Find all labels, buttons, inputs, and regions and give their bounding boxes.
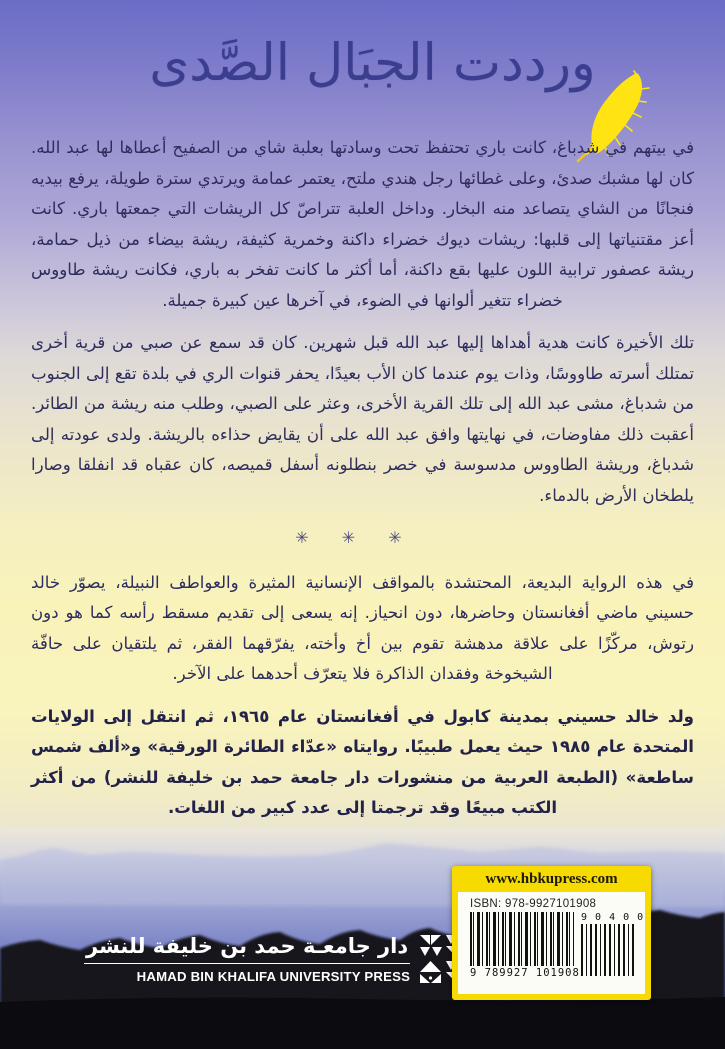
synopsis-paragraph-2: تلك الأخيرة كانت هدية أهداها إليها عبد الله قبل شهرين. كان قد سمع عن صبي من قرية أخرى تمتلك أسرته طاووسًا، وذات يوم عندما كان الأب بعيدًا، يحفر قنوات الري في بلدة تقع إلى الجنوب من شدباغ، مشى عبد الله إلى تلك القرية الأخرى، وعثر على الصبي، وطلب منه ريشة من الطائر. أعقبت ذلك مفاوضات، في نهايتها وافق عبد الله على أن يقايض حذاءه بالريشة. ولدى عودته إلى شدباغ، وريشة الطاووس مدسوسة في خصر بنطلونه أسفل قميصه، كان عقباه قد انفلقا وصارا يلطخان الأرض بالدماء. <box>31 333 694 505</box>
publisher-name-english: HAMAD BIN KHALIFA UNIVERSITY PRESS <box>136 969 411 984</box>
publisher-names <box>84 934 410 984</box>
ean-barcode-bars <box>470 912 574 966</box>
publisher-name-arabic: دار جامعـة حمد بن خليفة للنشر <box>84 934 410 964</box>
publisher-website-url: www.hbkupress.com <box>485 871 618 887</box>
publisher-logo <box>84 934 469 984</box>
barcode-white-panel <box>458 892 645 994</box>
author-bio-paragraph: ولد خالد حسيني بمدينة كابول في أفغانستان عام ١٩٦٥، ثم انتقل إلى الولايات المتحدة عام ١٩٨٥ حيث يعمل طبيبًا. روايتاه «عدّاء الطائرة الورقية» و«ألف شمس ساطعة» (الطبعة العربية من منشورات دار جامعة حمد بن خليفة للنشر) من أكثر الكتب مبيعًا وقد ترجمتا إلى عدد كبير من اللغات. <box>31 706 694 817</box>
ean-barcode <box>470 912 580 979</box>
synopsis-block <box>31 133 694 836</box>
addon-barcode-bars <box>581 924 637 976</box>
isbn-label: ISBN: 978-9927101908 <box>470 898 597 910</box>
synopsis-paragraph-1: في بيتهم في شدباغ، كانت باري تحتفظ تحت وسادتها بعلبة شاي من الصفيح أعطاها لها عبد الله. كان لها مشبك صدئ، وعلى غطائها رجل هندي ملتح، يعتمر عمامة ويرتدي سترة طويلة، يرفع بيديه فنجانًا من الشاي يتصاعد منه البخار. وداخل العلبة تتراصّ كل الريشات التي جمعتها باري. كانت أعز مقتنياتها إلى قلبها: ريشات ديوك خضراء داكنة وخمرية كثيفة، ريشة بيضاء من ذيل حمامة، ريشة عصفور ترابية اللون عليها بقع داكنة، أما أكثر ما كانت تفخر به باري، فكانت ريشة طاووس خضراء تتغير ألوانها في الضوء، في آخرها عين كبيرة جميلة. <box>31 138 694 310</box>
addon-barcode-digits: 9 0 4 0 0 <box>581 912 645 923</box>
addon-barcode <box>581 912 645 976</box>
ean-barcode-digits: 9 789927 101908 <box>470 967 580 979</box>
review-paragraph: في هذه الرواية البديعة، المحتشدة بالمواقف الإنسانية المثيرة والعواطف النبيلة، يصوّر خالد حسيني ماضي أفغانستان وحاضرها، دون انحياز. إنه يسعى إلى تقديم مسقط رأسه كما هو دون رتوش، مركّزًا على علاقة مدهشة تقوم بين أخ وأخته، يفرّقهما الفقر، ثم يلتقيان على حافّة الشيخوخة وفقدان الذاكرة فلا يتعرّف أحدهما على الآخر. <box>31 572 694 683</box>
barcode-panel <box>452 866 651 1000</box>
section-divider-ornament: ✳ ✳ ✳ <box>295 528 416 547</box>
book-title: ورددت الجبَال الصَّدى <box>149 34 596 93</box>
